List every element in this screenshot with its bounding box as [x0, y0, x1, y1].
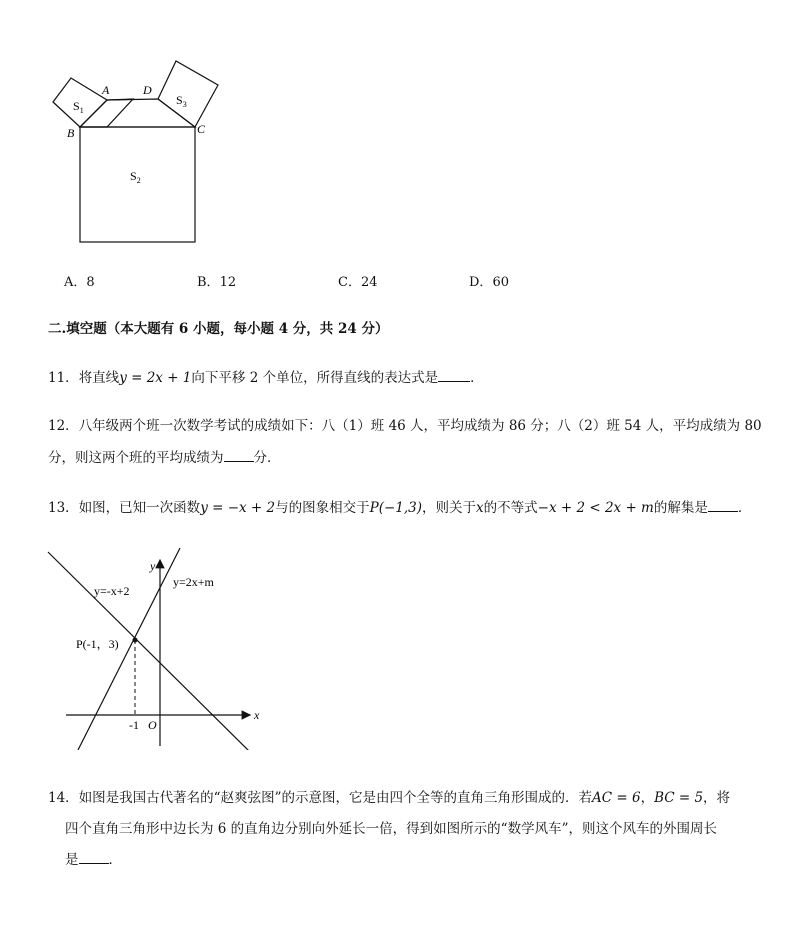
- section-heading: 二.填空题（本大题有 6 小题，每小题 4 分，共 24 分）: [48, 321, 389, 337]
- question-13: 13．如图，已知一次函数y = −x + 2与的图象相交于P(−1,3)，则关于x的不等式−x + 2 < 2x + m的解集是 ．: [48, 497, 751, 518]
- option-c: C．24: [338, 275, 378, 290]
- label-s3: $S_3$: [176, 93, 187, 109]
- question-14-line1: 14．如图是我国古代著名的“赵爽弦图”的示意图，它是由四个全等的直角三角形围成的．若AC = 6，BC = 5，将: [48, 790, 731, 806]
- tick-label-neg1: -1: [129, 718, 139, 732]
- label-a: A: [102, 83, 110, 97]
- x-axis-label: x: [254, 708, 260, 722]
- y-axis-label: y: [150, 559, 156, 573]
- square-s1-box: [53, 78, 107, 127]
- square-s1: [80, 99, 133, 127]
- option-a: A．8: [64, 275, 95, 290]
- line2-label: y=2x+m: [173, 575, 214, 589]
- squares-figure: [40, 55, 240, 250]
- q11-formula: y = 2x + 1: [119, 370, 192, 386]
- answer-blank-12: [224, 447, 254, 462]
- answer-blank-13: [708, 497, 738, 512]
- point-p-label: P(-1，3): [76, 637, 119, 651]
- origin-label: O: [148, 718, 157, 732]
- square-s3: [158, 61, 218, 127]
- intersection-point-p: [133, 638, 138, 643]
- question-14-line2: 四个直角三角形中边长为 6 的直角边分别向外延长一倍，得到如图所示的“数学风车”，则这个风车的外围周长: [65, 821, 717, 837]
- option-d: D．60: [469, 275, 509, 290]
- label-b: B: [67, 126, 75, 140]
- linear-functions-graph: [40, 540, 280, 750]
- question-12-line2: 分，则这两个班的平均成绩为 分．: [48, 447, 281, 468]
- question-12-line1: 12．八年级两个班一次数学考试的成绩如下：八（1）班 46 人，平均成绩为 86 分；八（2）班 54 人，平均成绩为 80: [48, 418, 762, 434]
- answer-blank-11: [438, 367, 470, 382]
- label-d: D: [143, 83, 152, 97]
- label-s2: $S_2$: [130, 169, 141, 185]
- question-14-line3: 是 ．: [65, 849, 122, 870]
- label-s1: $S_1$: [73, 99, 84, 115]
- line1-label: y=-x+2: [94, 584, 130, 598]
- answer-blank-14: [79, 849, 109, 864]
- question-11: 11．将直线y = 2x + 1向下平移 2 个单位，所得直线的表达式是 ．: [48, 367, 484, 388]
- option-b: B．12: [197, 275, 237, 290]
- label-c: C: [197, 122, 206, 136]
